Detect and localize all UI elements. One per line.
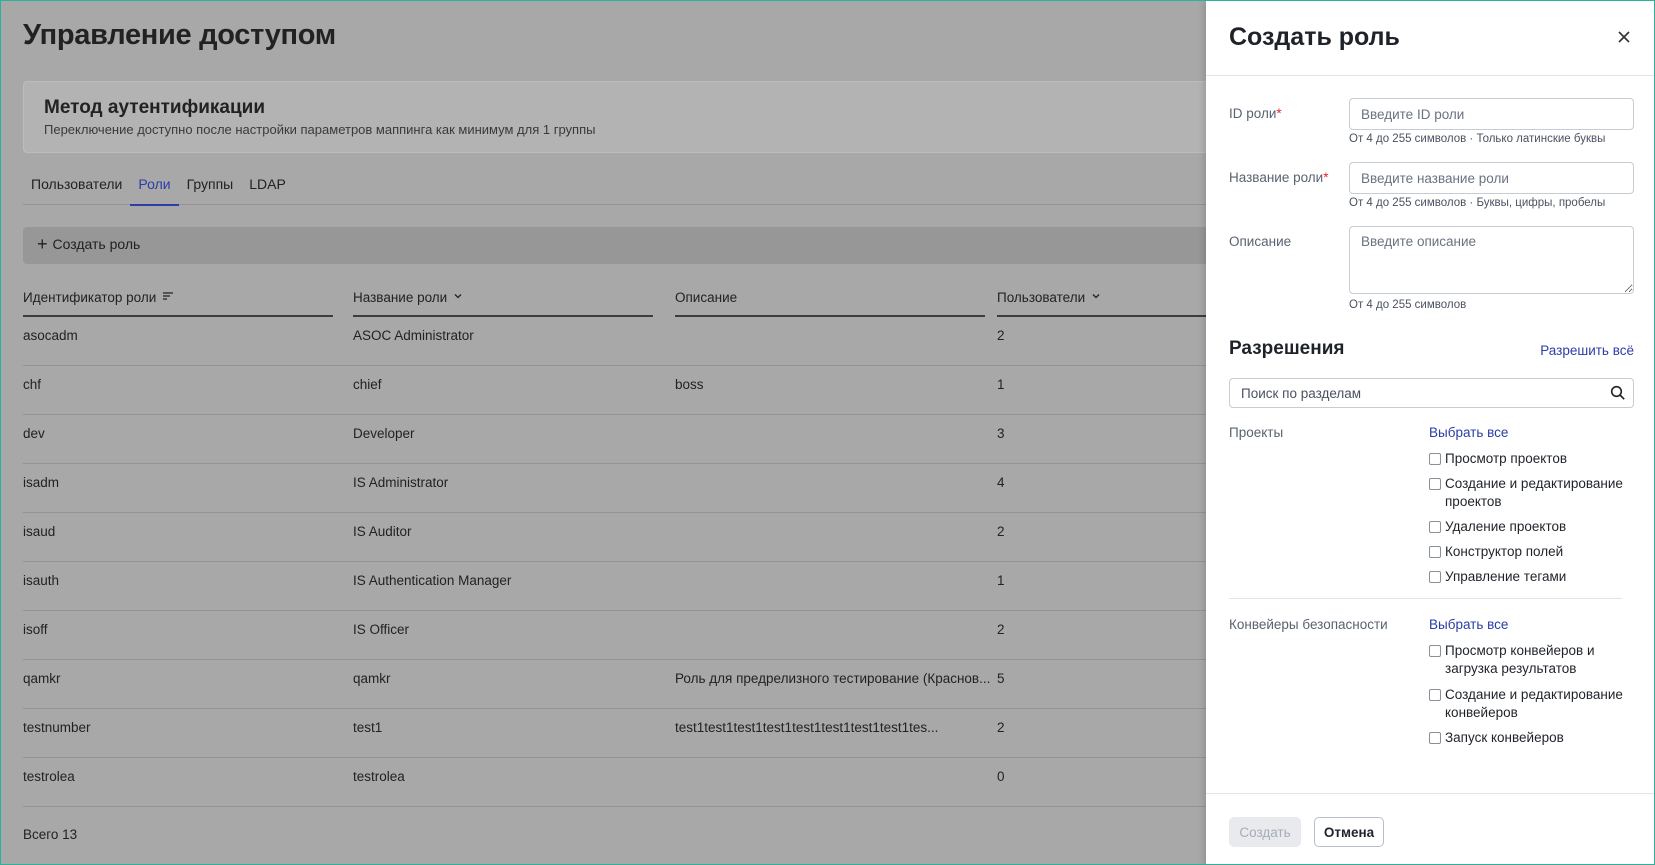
role-id-hint: От 4 до 255 символов · Только латинские буквы xyxy=(1349,133,1606,145)
cell-role-name: ASOC Administrator xyxy=(353,328,474,343)
create-button[interactable]: Создать xyxy=(1229,817,1301,847)
cell-role-name: test1 xyxy=(353,720,383,735)
cell-users: 0 xyxy=(997,769,1005,784)
cell-role-name: IS Authentication Manager xyxy=(353,573,512,588)
cell-users: 1 xyxy=(997,573,1005,588)
table-row[interactable] xyxy=(23,660,1263,709)
panel-header xyxy=(1206,1,1655,76)
cell-users: 2 xyxy=(997,720,1005,735)
header-role-id-label: Идентификатор роли xyxy=(23,290,157,305)
permission-checkbox[interactable] xyxy=(1429,568,1634,586)
cell-role-name: IS Officer xyxy=(353,622,410,637)
tab-groups[interactable]: Группы xyxy=(186,176,234,192)
table-row[interactable] xyxy=(23,758,1263,807)
checkbox[interactable] xyxy=(1429,478,1441,490)
role-name-label: Название роли* xyxy=(1229,170,1329,185)
plus-icon: + xyxy=(37,234,48,254)
permission-checkbox[interactable] xyxy=(1429,686,1634,722)
cell-role-id: asocadm xyxy=(23,328,78,343)
checkbox[interactable] xyxy=(1429,453,1441,465)
cell-role-name: qamkr xyxy=(353,671,391,686)
cell-role-id: testrolea xyxy=(23,769,75,784)
role-id-input[interactable] xyxy=(1349,98,1634,130)
permission-label: Просмотр проектов xyxy=(1445,451,1568,466)
panel-footer xyxy=(1206,793,1655,865)
description-input[interactable] xyxy=(1349,226,1634,294)
close-icon[interactable] xyxy=(1614,27,1634,47)
checkbox[interactable] xyxy=(1429,571,1441,583)
table-row[interactable] xyxy=(23,611,1263,660)
cell-users: 2 xyxy=(997,622,1005,637)
table-row[interactable] xyxy=(23,317,1263,366)
auth-method-title: Метод аутентификации xyxy=(44,97,266,118)
table-header xyxy=(23,287,1263,317)
create-role-label: Создать роль xyxy=(52,236,141,252)
page-title: Управление доступом xyxy=(23,19,336,51)
cell-role-id: chf xyxy=(23,377,42,392)
cell-role-name: IS Administrator xyxy=(353,475,449,490)
cell-description: boss xyxy=(675,377,704,392)
role-id-label: ID роли* xyxy=(1229,106,1282,121)
select-all-projects[interactable]: Выбрать все xyxy=(1429,425,1509,440)
table-row[interactable] xyxy=(23,709,1263,758)
description-label: Описание xyxy=(1229,234,1292,249)
permission-checkbox[interactable] xyxy=(1429,543,1634,561)
checkbox[interactable] xyxy=(1429,521,1441,533)
table-row[interactable] xyxy=(23,513,1263,562)
header-role-name[interactable] xyxy=(353,287,653,317)
section-search-input[interactable] xyxy=(1229,378,1634,408)
checkbox[interactable] xyxy=(1429,689,1441,701)
panel-title: Создать роль xyxy=(1229,23,1400,51)
tab-roles[interactable]: Роли xyxy=(130,173,178,205)
cell-description: Роль для предрелизного тестирование (Краснов... xyxy=(675,671,991,686)
cancel-button[interactable]: Отмена xyxy=(1314,817,1384,847)
select-all-pipelines[interactable]: Выбрать все xyxy=(1429,617,1509,632)
cell-description: test1test1test1test1test1test1test1test1tes... xyxy=(675,720,939,735)
table-row[interactable] xyxy=(23,415,1263,464)
chevron-down-icon xyxy=(453,290,463,302)
table-row[interactable] xyxy=(23,464,1263,513)
permissions-list[interactable] xyxy=(1206,416,1655,791)
sort-icon xyxy=(162,290,174,302)
chevron-down-icon xyxy=(1091,290,1101,302)
cell-users: 2 xyxy=(997,328,1005,343)
cell-users: 4 xyxy=(997,475,1005,490)
tabs xyxy=(23,173,1263,205)
cell-role-id: dev xyxy=(23,426,45,441)
total-count: Всего 13 xyxy=(23,827,78,842)
group-divider xyxy=(1229,598,1622,599)
create-role-button[interactable] xyxy=(37,236,140,252)
permission-label: Конструктор полей xyxy=(1445,544,1564,559)
permission-label: Создание и редактирование проектов xyxy=(1445,476,1623,509)
cell-role-name: chief xyxy=(353,377,382,392)
cell-role-id: isoff xyxy=(23,622,48,637)
group-label-projects: Проекты xyxy=(1229,425,1284,440)
cell-role-id: isauth xyxy=(23,573,60,588)
cell-role-id: qamkr xyxy=(23,671,61,686)
table-row[interactable] xyxy=(23,562,1263,611)
permission-label: Удаление проектов xyxy=(1445,519,1567,534)
permission-checkbox[interactable] xyxy=(1429,729,1634,747)
group-label-pipelines: Конвейеры безопасности xyxy=(1229,617,1388,632)
role-name-hint: От 4 до 255 символов · Буквы, цифры, пробелы xyxy=(1349,197,1606,209)
permission-checkbox[interactable] xyxy=(1429,475,1634,511)
cell-role-id: isaud xyxy=(23,524,56,539)
auth-method-subtitle: Переключение доступно после настройки параметров маппинга как минимум для 1 группы xyxy=(44,122,596,137)
tab-users[interactable]: Пользователи xyxy=(31,176,123,192)
description-hint: От 4 до 255 символов xyxy=(1349,299,1467,311)
allow-all-link[interactable]: Разрешить всё xyxy=(1540,343,1634,358)
checkbox[interactable] xyxy=(1429,732,1441,744)
checkbox[interactable] xyxy=(1429,645,1441,657)
permission-label: Просмотр конвейеров и загрузка результатов xyxy=(1445,643,1595,676)
cell-users: 1 xyxy=(997,377,1005,392)
cell-role-id: isadm xyxy=(23,475,60,490)
create-role-panel xyxy=(1206,1,1655,865)
role-name-input[interactable] xyxy=(1349,162,1634,194)
permission-checkbox[interactable] xyxy=(1429,642,1634,678)
table-row[interactable] xyxy=(23,366,1263,415)
roles-table xyxy=(23,287,1263,807)
cell-role-name: Developer xyxy=(353,426,415,441)
permission-checkbox[interactable] xyxy=(1429,518,1634,536)
permission-label: Запуск конвейеров xyxy=(1445,730,1564,745)
cell-users: 5 xyxy=(997,671,1005,686)
header-description-label: Описание xyxy=(675,290,738,305)
cell-users: 3 xyxy=(997,426,1005,441)
header-role-id[interactable] xyxy=(23,287,333,317)
header-users-label: Пользователи xyxy=(997,290,1086,305)
table-toolbar xyxy=(23,227,1263,264)
cell-role-name: testrolea xyxy=(353,769,405,784)
cell-role-name: IS Auditor xyxy=(353,524,412,539)
permission-checkbox[interactable] xyxy=(1429,450,1634,468)
permission-label: Создание и редактирование конвейеров xyxy=(1445,687,1623,720)
header-role-name-label: Название роли xyxy=(353,290,448,305)
cell-role-id: testnumber xyxy=(23,720,91,735)
cell-users: 2 xyxy=(997,524,1005,539)
tab-ldap[interactable]: LDAP xyxy=(249,176,286,192)
header-description[interactable] xyxy=(675,287,985,317)
permissions-title: Разрешения xyxy=(1229,338,1345,359)
auth-method-card xyxy=(23,81,1263,153)
permission-label: Управление тегами xyxy=(1445,569,1567,584)
checkbox[interactable] xyxy=(1429,546,1441,558)
search-icon[interactable] xyxy=(1610,385,1626,401)
